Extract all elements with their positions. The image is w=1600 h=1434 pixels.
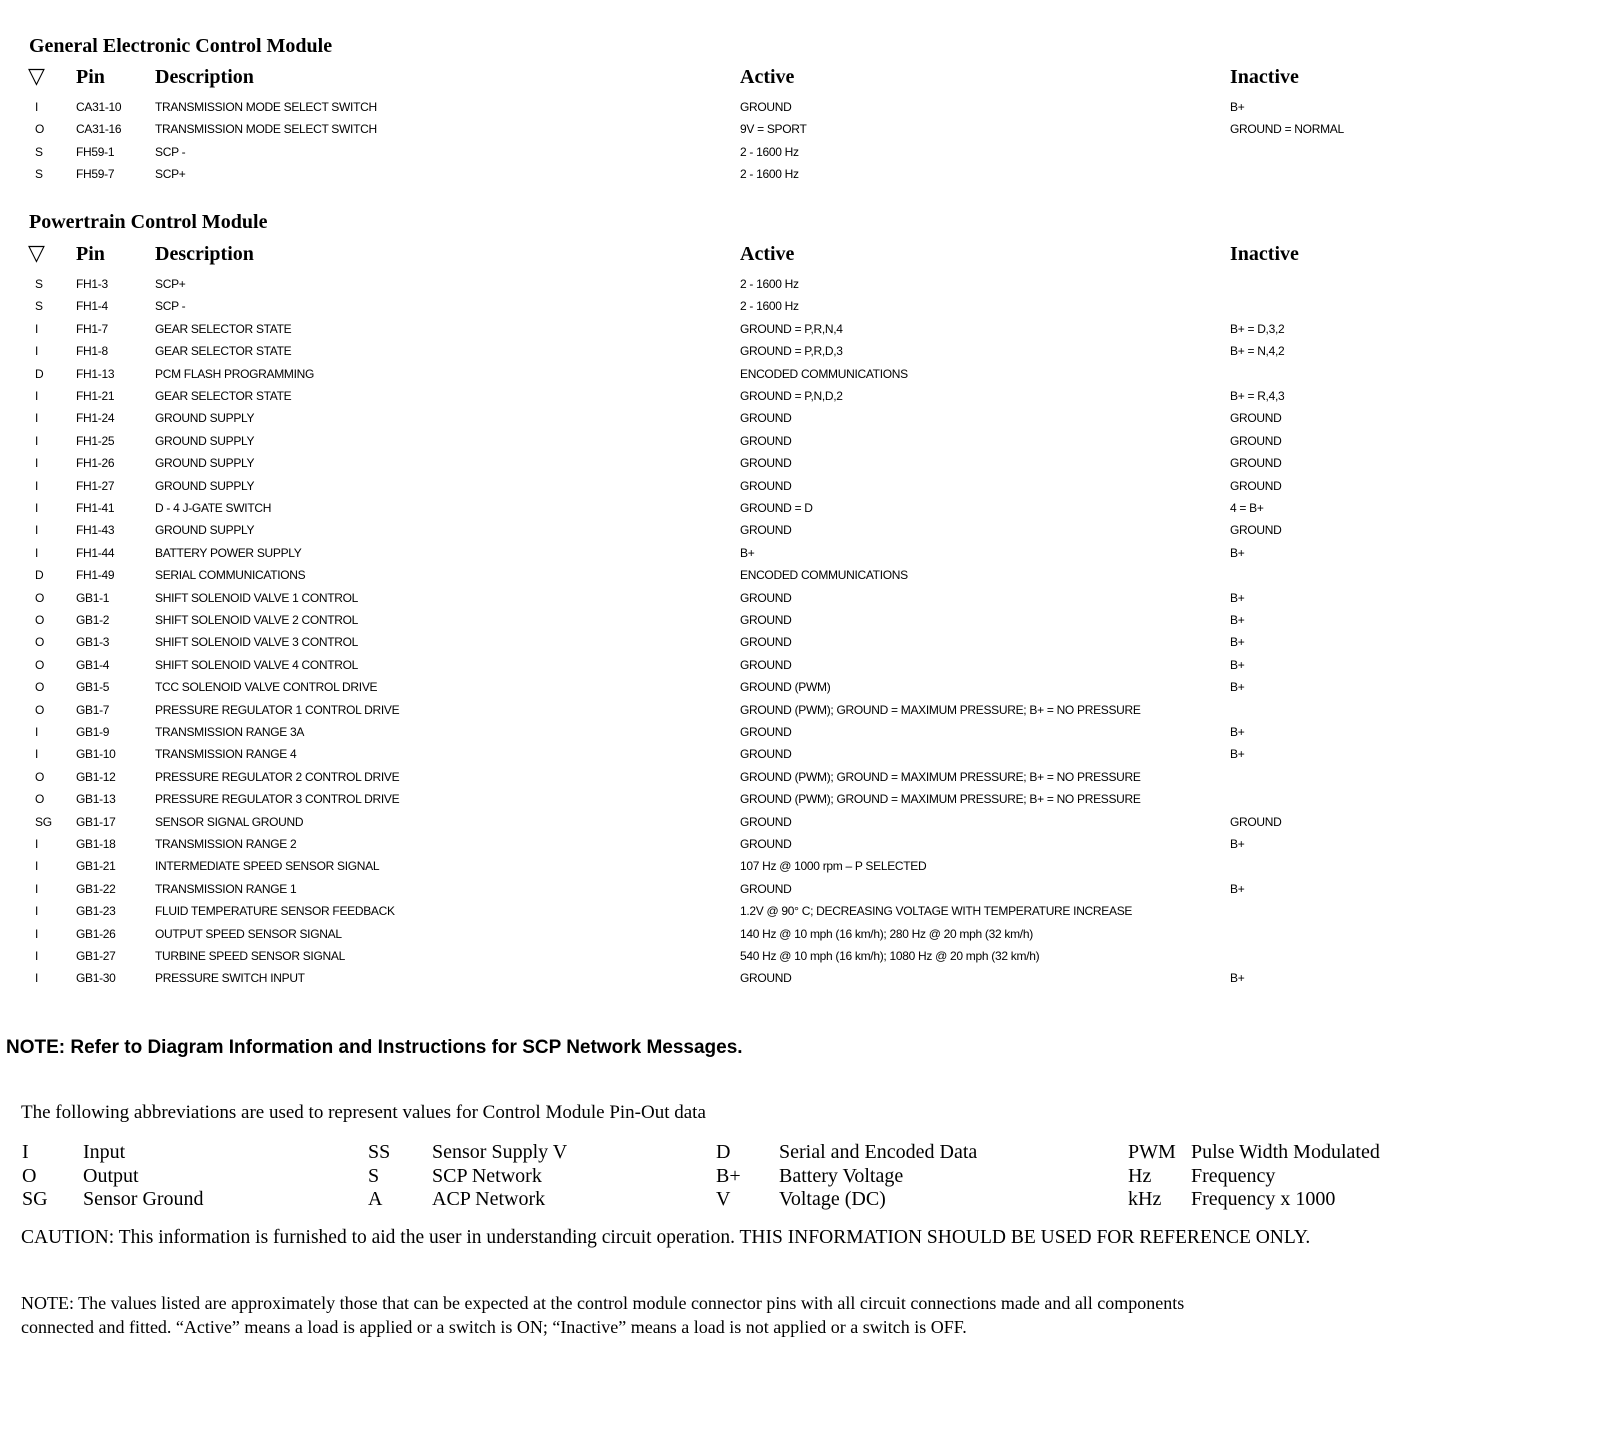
- inactive-value: B+: [1230, 747, 1245, 762]
- active-value: GROUND (PWM); GROUND = MAXIMUM PRESSURE; B+ = NO PRESSURE: [740, 769, 1141, 784]
- pin-id: CA31-16: [76, 122, 122, 137]
- pin-description: TURBINE SPEED SENSOR SIGNAL: [155, 949, 345, 963]
- active-value: GROUND: [740, 881, 792, 896]
- pin-description: SHIFT SOLENOID VALVE 2 CONTROL: [155, 613, 359, 627]
- active-value: GROUND: [740, 657, 792, 672]
- pin-description: SHIFT SOLENOID VALVE 4 CONTROL: [155, 657, 359, 672]
- active-value: GROUND: [740, 433, 792, 448]
- pcm-title: Powertrain Control Module: [29, 211, 268, 233]
- active-value: GROUND = P,R,D,3: [740, 344, 843, 359]
- pin-description: GROUND SUPPLY: [155, 411, 255, 426]
- table-row: [0, 882, 1600, 902]
- pin-id: GB1-9: [76, 725, 110, 739]
- pin-type: S: [35, 277, 43, 291]
- active-value: 2 - 1600 Hz: [740, 144, 799, 159]
- pin-id: GB1-13: [76, 792, 116, 807]
- abbreviation-code: I: [22, 1141, 29, 1163]
- abbreviation-code: Hz: [1128, 1164, 1152, 1187]
- inactive-value: B+: [1230, 971, 1245, 986]
- pin-id: FH1-49: [76, 568, 115, 583]
- table-row: [0, 100, 1600, 120]
- table-row: [0, 456, 1600, 476]
- abbreviation-meaning: Frequency: [1191, 1164, 1276, 1187]
- abbreviation-code: S: [368, 1164, 380, 1187]
- pin-id: GB1-22: [76, 881, 116, 896]
- triangle-down-icon: ▽: [28, 241, 45, 266]
- table-row: [0, 411, 1600, 431]
- pin-type: I: [35, 881, 39, 896]
- inactive-value: GROUND: [1230, 478, 1282, 493]
- abbreviation-code: V: [716, 1188, 731, 1211]
- pin-type: I: [35, 904, 39, 919]
- pin-id: FH1-4: [76, 299, 108, 314]
- active-value: GROUND: [740, 613, 792, 627]
- pcm-header-inactive: Inactive: [1230, 243, 1299, 265]
- pin-type: O: [35, 613, 45, 627]
- active-value: GROUND = D: [740, 501, 813, 515]
- pin-type: I: [35, 433, 39, 448]
- pin-id: GB1-30: [76, 971, 116, 986]
- active-value: GROUND: [740, 814, 792, 829]
- table-row: [0, 770, 1600, 790]
- table-row: [0, 299, 1600, 319]
- table-row: [0, 344, 1600, 364]
- pin-id: GB1-21: [76, 859, 116, 874]
- active-value: GROUND: [740, 747, 792, 762]
- pin-id: FH1-41: [76, 501, 115, 515]
- pin-type: I: [35, 456, 39, 471]
- table-row: [0, 927, 1600, 947]
- pin-description: PRESSURE SWITCH INPUT: [155, 971, 305, 986]
- pin-id: FH59-1: [76, 144, 115, 159]
- pin-id: GB1-7: [76, 702, 110, 717]
- table-row: [0, 635, 1600, 655]
- pin-id: GB1-26: [76, 926, 116, 941]
- pin-description: TRANSMISSION MODE SELECT SWITCH: [155, 122, 377, 137]
- pin-id: FH1-7: [76, 321, 108, 336]
- pin-description: SENSOR SIGNAL GROUND: [155, 814, 304, 829]
- abbreviation-meaning: Battery Voltage: [779, 1164, 904, 1187]
- gecm-header-pin: Pin: [76, 66, 105, 88]
- triangle-down-icon: ▽: [28, 64, 45, 89]
- table-row: [0, 658, 1600, 678]
- pin-type: I: [35, 725, 39, 739]
- inactive-value: B+: [1230, 837, 1245, 851]
- pin-id: FH1-24: [76, 411, 115, 426]
- pin-id: GB1-4: [76, 657, 110, 672]
- abbreviation-meaning: ACP Network: [432, 1188, 546, 1211]
- pin-type: O: [35, 680, 45, 695]
- values-note-line-1: NOTE: The values listed are approximately those that can be expected at the control module connector pins with all circuit connections made and all components: [21, 1293, 1185, 1313]
- pin-description: OUTPUT SPEED SENSOR SIGNAL: [155, 926, 342, 941]
- active-value: ENCODED COMMUNICATIONS: [740, 568, 908, 583]
- pin-type: O: [35, 792, 45, 807]
- table-row: [0, 859, 1600, 879]
- inactive-value: GROUND: [1230, 456, 1282, 471]
- pin-description: SHIFT SOLENOID VALVE 3 CONTROL: [155, 635, 359, 650]
- pin-description: GROUND SUPPLY: [155, 523, 255, 538]
- table-row: [0, 568, 1600, 588]
- pin-type: I: [35, 926, 39, 941]
- pcm-header-active: Active: [740, 243, 795, 265]
- pin-type: I: [35, 411, 39, 426]
- inactive-value: B+: [1230, 680, 1245, 695]
- gecm-header-description: Description: [155, 66, 254, 88]
- abbreviation-meaning: Output: [83, 1164, 139, 1187]
- pin-description: GEAR SELECTOR STATE: [155, 344, 292, 359]
- table-row: [0, 792, 1600, 812]
- pin-type: I: [35, 344, 39, 359]
- abbreviation-meaning: Sensor Ground: [83, 1188, 204, 1211]
- pin-id: FH1-43: [76, 523, 115, 538]
- pin-description: PRESSURE REGULATOR 3 CONTROL DRIVE: [155, 792, 400, 807]
- table-row: [0, 145, 1600, 165]
- active-value: 2 - 1600 Hz: [740, 277, 799, 291]
- table-row: [0, 167, 1600, 187]
- pin-type: I: [35, 747, 39, 762]
- inactive-value: GROUND = NORMAL: [1230, 122, 1344, 137]
- pin-description: FLUID TEMPERATURE SENSOR FEEDBACK: [155, 904, 395, 919]
- pin-type: S: [35, 299, 43, 314]
- caution-text: CAUTION: This information is furnished to aid the user in understanding circuit operation. THIS INFORMATION SHOULD BE USED FOR REFERENCE ONLY.: [21, 1227, 1311, 1248]
- pin-description: TRANSMISSION RANGE 3A: [155, 725, 305, 739]
- pcm-header-description: Description: [155, 243, 254, 265]
- active-value: GROUND: [740, 411, 792, 426]
- pin-id: FH59-7: [76, 167, 115, 182]
- table-row: [0, 501, 1600, 521]
- inactive-value: 4 = B+: [1230, 501, 1264, 515]
- pin-type: I: [35, 389, 39, 403]
- active-value: GROUND: [740, 456, 792, 471]
- table-row: [0, 322, 1600, 342]
- pin-type: I: [35, 971, 39, 986]
- abbreviation-meaning: Pulse Width Modulated: [1191, 1141, 1380, 1163]
- pin-description: TRANSMISSION RANGE 4: [155, 747, 297, 762]
- pin-type: O: [35, 635, 45, 650]
- active-value: B+: [740, 545, 755, 560]
- abbreviation-code: A: [368, 1188, 383, 1211]
- table-row: [0, 703, 1600, 723]
- pin-type: O: [35, 590, 45, 605]
- table-row: [0, 815, 1600, 835]
- table-row: [0, 389, 1600, 409]
- active-value: GROUND = P,N,D,2: [740, 389, 843, 403]
- pin-type: I: [35, 523, 39, 538]
- table-row: [0, 367, 1600, 387]
- pin-type: I: [35, 321, 39, 336]
- pin-description: PRESSURE REGULATOR 1 CONTROL DRIVE: [155, 702, 400, 717]
- pin-type: I: [35, 837, 39, 851]
- table-row: [0, 725, 1600, 745]
- pin-id: GB1-3: [76, 635, 110, 650]
- pin-description: BATTERY POWER SUPPLY: [155, 545, 302, 560]
- abbreviation-code: SG: [22, 1188, 48, 1211]
- pin-id: GB1-1: [76, 590, 110, 605]
- pin-id: FH1-13: [76, 366, 115, 381]
- inactive-value: B+ = R,4,3: [1230, 389, 1285, 403]
- pin-type: S: [35, 167, 43, 182]
- pin-description: TRANSMISSION RANGE 1: [155, 881, 297, 896]
- pin-type: D: [35, 366, 44, 381]
- table-row: [0, 122, 1600, 142]
- pin-type: I: [35, 859, 39, 874]
- pin-id: GB1-2: [76, 613, 110, 627]
- abbreviation-meaning: Serial and Encoded Data: [779, 1141, 978, 1163]
- abbreviation-meaning: Input: [83, 1141, 126, 1163]
- table-row: [0, 479, 1600, 499]
- inactive-value: B+: [1230, 657, 1245, 672]
- active-value: 2 - 1600 Hz: [740, 299, 799, 314]
- pin-type: I: [35, 100, 39, 114]
- active-value: 9V = SPORT: [740, 122, 807, 137]
- pin-description: D - 4 J-GATE SWITCH: [155, 501, 272, 515]
- inactive-value: B+ = D,3,2: [1230, 321, 1285, 336]
- pin-id: FH1-26: [76, 456, 115, 471]
- table-row: [0, 971, 1600, 991]
- pin-description: SCP -: [155, 299, 186, 314]
- pin-id: FH1-27: [76, 478, 115, 493]
- active-value: GROUND: [740, 725, 792, 739]
- pin-id: GB1-12: [76, 769, 116, 784]
- pin-id: FH1-21: [76, 389, 115, 403]
- pin-type: I: [35, 501, 39, 515]
- abbreviation-meaning: Frequency x 1000: [1191, 1188, 1336, 1211]
- active-value: GROUND: [740, 478, 792, 493]
- abbreviation-meaning: Sensor Supply V: [432, 1141, 568, 1163]
- pin-description: SHIFT SOLENOID VALVE 1 CONTROL: [155, 590, 359, 605]
- pin-description: INTERMEDIATE SPEED SENSOR SIGNAL: [155, 859, 380, 874]
- pin-id: GB1-5: [76, 680, 110, 695]
- pin-id: GB1-23: [76, 904, 116, 919]
- pin-type: I: [35, 949, 39, 963]
- table-row: [0, 523, 1600, 543]
- values-note-line-2: connected and fitted. “Active” means a load is applied or a switch is ON; “Inactive” means a load is not applied or a switch is OFF.: [21, 1317, 967, 1337]
- pin-id: GB1-17: [76, 814, 116, 829]
- inactive-value: GROUND: [1230, 411, 1282, 426]
- pin-type: I: [35, 478, 39, 493]
- active-value: ENCODED COMMUNICATIONS: [740, 366, 908, 381]
- abbreviation-code: O: [22, 1164, 37, 1187]
- active-value: 2 - 1600 Hz: [740, 167, 799, 182]
- active-value: 107 Hz @ 1000 rpm – P SELECTED: [740, 859, 927, 874]
- abbreviation-code: PWM: [1128, 1141, 1176, 1163]
- pin-description: GROUND SUPPLY: [155, 456, 255, 471]
- table-row: [0, 546, 1600, 566]
- pin-description: PCM FLASH PROGRAMMING: [155, 366, 315, 381]
- table-row: [0, 949, 1600, 969]
- table-row: [0, 591, 1600, 611]
- pin-id: FH1-3: [76, 277, 108, 291]
- pin-description: TRANSMISSION MODE SELECT SWITCH: [155, 100, 377, 114]
- inactive-value: B+: [1230, 725, 1245, 739]
- table-row: [0, 434, 1600, 454]
- active-value: GROUND: [740, 590, 792, 605]
- pin-description: TRANSMISSION RANGE 2: [155, 837, 297, 851]
- table-row: [0, 277, 1600, 297]
- pin-type: D: [35, 568, 44, 583]
- abbreviation-code: B+: [716, 1164, 741, 1187]
- active-value: GROUND (PWM); GROUND = MAXIMUM PRESSURE; B+ = NO PRESSURE: [740, 792, 1141, 807]
- abbreviation-meaning: SCP Network: [432, 1164, 542, 1187]
- pin-id: CA31-10: [76, 100, 122, 114]
- pin-type: O: [35, 769, 45, 784]
- active-value: GROUND = P,R,N,4: [740, 321, 843, 336]
- pin-description: GEAR SELECTOR STATE: [155, 389, 292, 403]
- pin-type: O: [35, 702, 45, 717]
- inactive-value: B+: [1230, 100, 1245, 114]
- pin-type: SG: [35, 814, 52, 829]
- inactive-value: B+: [1230, 590, 1245, 605]
- abbreviation-code: kHz: [1128, 1188, 1162, 1211]
- active-value: GROUND: [740, 837, 792, 851]
- active-value: 540 Hz @ 10 mph (16 km/h); 1080 Hz @ 20 mph (32 km/h): [740, 949, 1040, 963]
- inactive-value: GROUND: [1230, 814, 1282, 829]
- pin-id: GB1-18: [76, 837, 116, 851]
- active-value: GROUND (PWM): [740, 680, 831, 695]
- pin-id: FH1-44: [76, 545, 115, 560]
- active-value: GROUND: [740, 971, 792, 986]
- gecm-header-active: Active: [740, 66, 795, 88]
- table-row: [0, 747, 1600, 767]
- pin-type: O: [35, 657, 45, 672]
- pin-type: O: [35, 122, 45, 137]
- abbreviations-intro: The following abbreviations are used to represent values for Control Module Pin-Out data: [21, 1102, 706, 1123]
- gecm-header-inactive: Inactive: [1230, 66, 1299, 88]
- active-value: 1.2V @ 90° C; DECREASING VOLTAGE WITH TEMPERATURE INCREASE: [740, 904, 1133, 919]
- pcm-header-pin: Pin: [76, 243, 105, 265]
- inactive-value: B+: [1230, 613, 1245, 627]
- active-value: GROUND: [740, 635, 792, 650]
- scp-note: NOTE: Refer to Diagram Information and Instructions for SCP Network Messages.: [6, 1037, 743, 1058]
- pin-description: SCP -: [155, 144, 186, 159]
- pin-description: GEAR SELECTOR STATE: [155, 321, 292, 336]
- abbreviation-code: D: [716, 1141, 731, 1163]
- pin-description: SCP+: [155, 167, 186, 182]
- active-value: 140 Hz @ 10 mph (16 km/h); 280 Hz @ 20 mph (32 km/h): [740, 926, 1033, 941]
- inactive-value: B+ = N,4,2: [1230, 344, 1285, 359]
- pin-description: SCP+: [155, 277, 186, 291]
- pin-type: S: [35, 144, 43, 159]
- inactive-value: GROUND: [1230, 433, 1282, 448]
- gecm-title: General Electronic Control Module: [29, 35, 333, 57]
- table-row: [0, 837, 1600, 857]
- active-value: GROUND: [740, 100, 792, 114]
- inactive-value: B+: [1230, 881, 1245, 896]
- inactive-value: GROUND: [1230, 523, 1282, 538]
- pin-description: GROUND SUPPLY: [155, 478, 255, 493]
- pin-description: SERIAL COMMUNICATIONS: [155, 568, 306, 583]
- abbreviation-code: SS: [368, 1141, 391, 1163]
- table-row: [0, 613, 1600, 633]
- pin-description: GROUND SUPPLY: [155, 433, 255, 448]
- pin-id: GB1-27: [76, 949, 116, 963]
- active-value: GROUND: [740, 523, 792, 538]
- inactive-value: B+: [1230, 635, 1245, 650]
- pin-id: FH1-25: [76, 433, 115, 448]
- table-row: [0, 680, 1600, 700]
- pin-id: GB1-10: [76, 747, 116, 762]
- pin-type: I: [35, 545, 39, 560]
- abbreviation-meaning: Voltage (DC): [779, 1188, 886, 1211]
- pin-id: FH1-8: [76, 344, 108, 359]
- pin-description: PRESSURE REGULATOR 2 CONTROL DRIVE: [155, 769, 400, 784]
- table-row: [0, 904, 1600, 924]
- active-value: GROUND (PWM); GROUND = MAXIMUM PRESSURE; B+ = NO PRESSURE: [740, 702, 1141, 717]
- pin-description: TCC SOLENOID VALVE CONTROL DRIVE: [155, 680, 378, 695]
- inactive-value: B+: [1230, 545, 1245, 560]
